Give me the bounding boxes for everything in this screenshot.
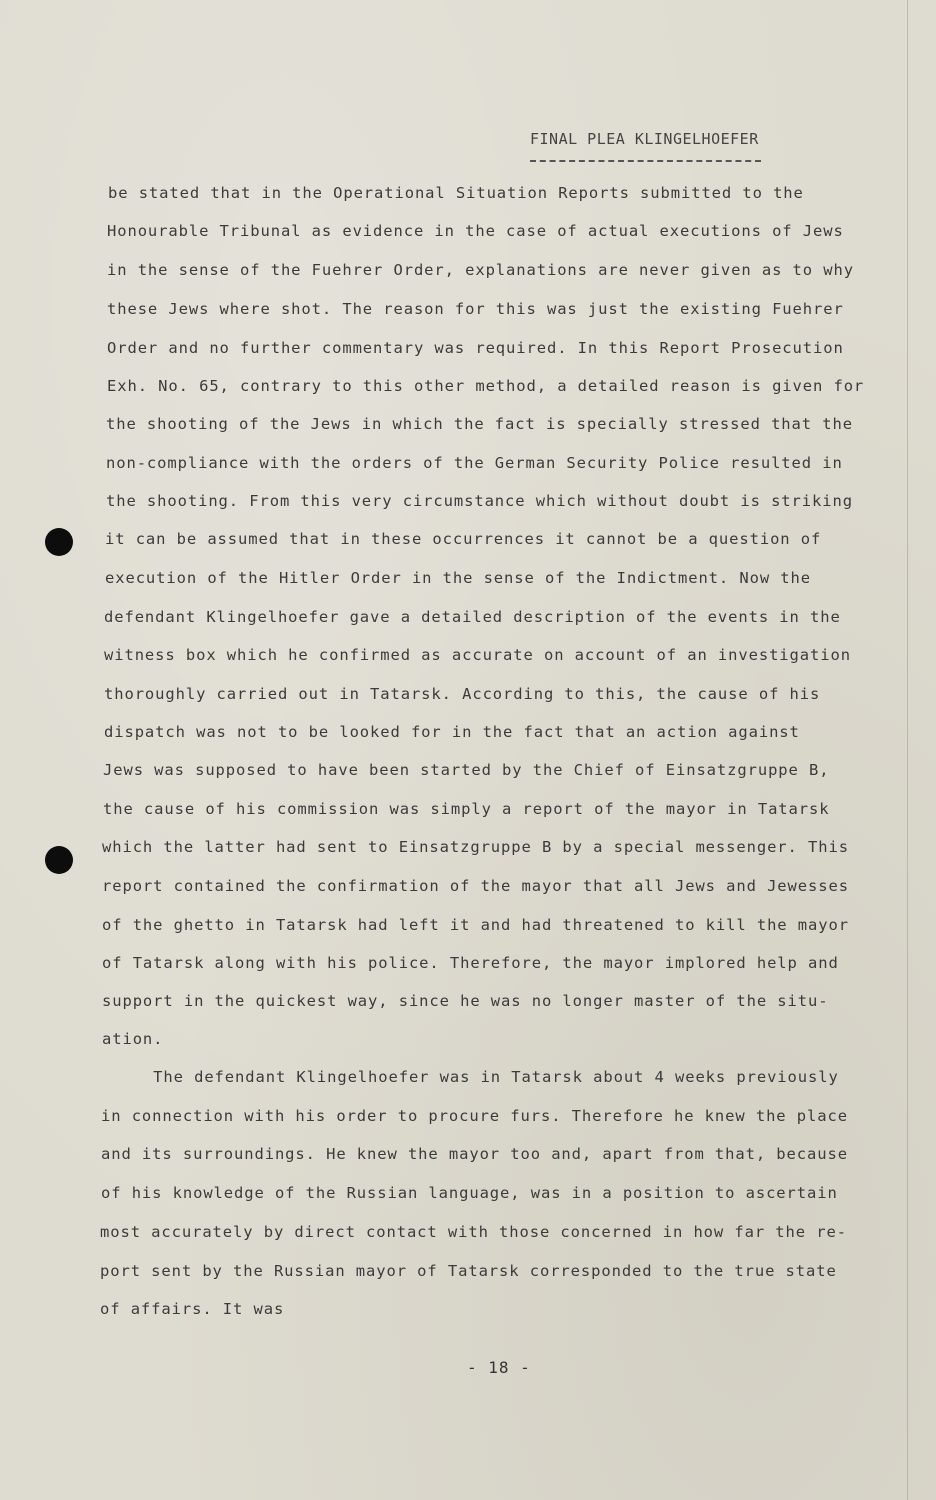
text-line: the cause of his commission was simply a report of the mayor in Tatarsk xyxy=(103,800,830,818)
text-line: dispatch was not to be looked for in the fact that an action against xyxy=(104,723,800,741)
text-line: of affairs. It was xyxy=(100,1300,285,1318)
page-number: - 18 - xyxy=(467,1358,531,1377)
text-line: which the latter had sent to Einsatzgruppe B by a special messenger. This xyxy=(102,838,849,856)
header-underline xyxy=(530,160,761,162)
text-line: it can be assumed that in these occurrences it cannot be a question of xyxy=(105,530,822,548)
text-line: the shooting. From this very circumstance which without doubt is striking xyxy=(106,492,853,510)
text-line: port sent by the Russian mayor of Tatarsk corresponded to the true state xyxy=(100,1262,837,1280)
text-line: of his knowledge of the Russian language, was in a position to ascertain xyxy=(101,1184,838,1202)
text-line: ation. xyxy=(102,1030,164,1048)
text-line: the shooting of the Jews in which the fact is specially stressed that the xyxy=(106,415,853,433)
paper-fold-line xyxy=(907,0,908,1500)
text-line: in connection with his order to procure furs. Therefore he knew the place xyxy=(101,1107,848,1125)
text-line: in the sense of the Fuehrer Order, explanations are never given as to why xyxy=(107,261,854,279)
text-line: these Jews where shot. The reason for this was just the existing Fuehrer xyxy=(107,300,844,318)
text-line: defendant Klingelhoefer gave a detailed description of the events in the xyxy=(104,608,841,626)
text-line: report contained the confirmation of the mayor that all Jews and Jewesses xyxy=(102,877,849,895)
punch-hole xyxy=(45,846,73,874)
running-header: FINAL PLEA KLINGELHOEFER xyxy=(530,130,759,148)
text-line: The defendant Klingelhoefer was in Tatarsk about 4 weeks previously xyxy=(102,1068,839,1086)
text-line: Honourable Tribunal as evidence in the case of actual executions of Jews xyxy=(107,222,844,240)
text-line: of the ghetto in Tatarsk had left it and had threatened to kill the mayor xyxy=(102,916,849,934)
text-line: be stated that in the Operational Situation Reports submitted to the xyxy=(108,184,804,202)
text-line: and its surroundings. He knew the mayor too and, apart from that, because xyxy=(101,1145,848,1163)
text-line: execution of the Hitler Order in the sense of the Indictment. Now the xyxy=(105,569,811,587)
text-line: Exh. No. 65, contrary to this other method, a detailed reason is given for xyxy=(107,377,865,395)
text-line: Order and no further commentary was required. In this Report Prosecution xyxy=(107,339,844,357)
text-line: of Tatarsk along with his police. Therefore, the mayor implored help and xyxy=(102,954,839,972)
text-line: witness box which he confirmed as accurate on account of an investigation xyxy=(104,646,851,664)
punch-hole xyxy=(45,528,73,556)
text-line: thoroughly carried out in Tatarsk. According to this, the cause of his xyxy=(104,685,821,703)
text-line: most accurately by direct contact with those concerned in how far the re- xyxy=(100,1223,847,1241)
text-line: non-compliance with the orders of the German Security Police resulted in xyxy=(106,454,843,472)
text-line: support in the quickest way, since he was no longer master of the situ- xyxy=(102,992,829,1010)
text-line: Jews was supposed to have been started by the Chief of Einsatzgruppe B, xyxy=(103,761,830,779)
